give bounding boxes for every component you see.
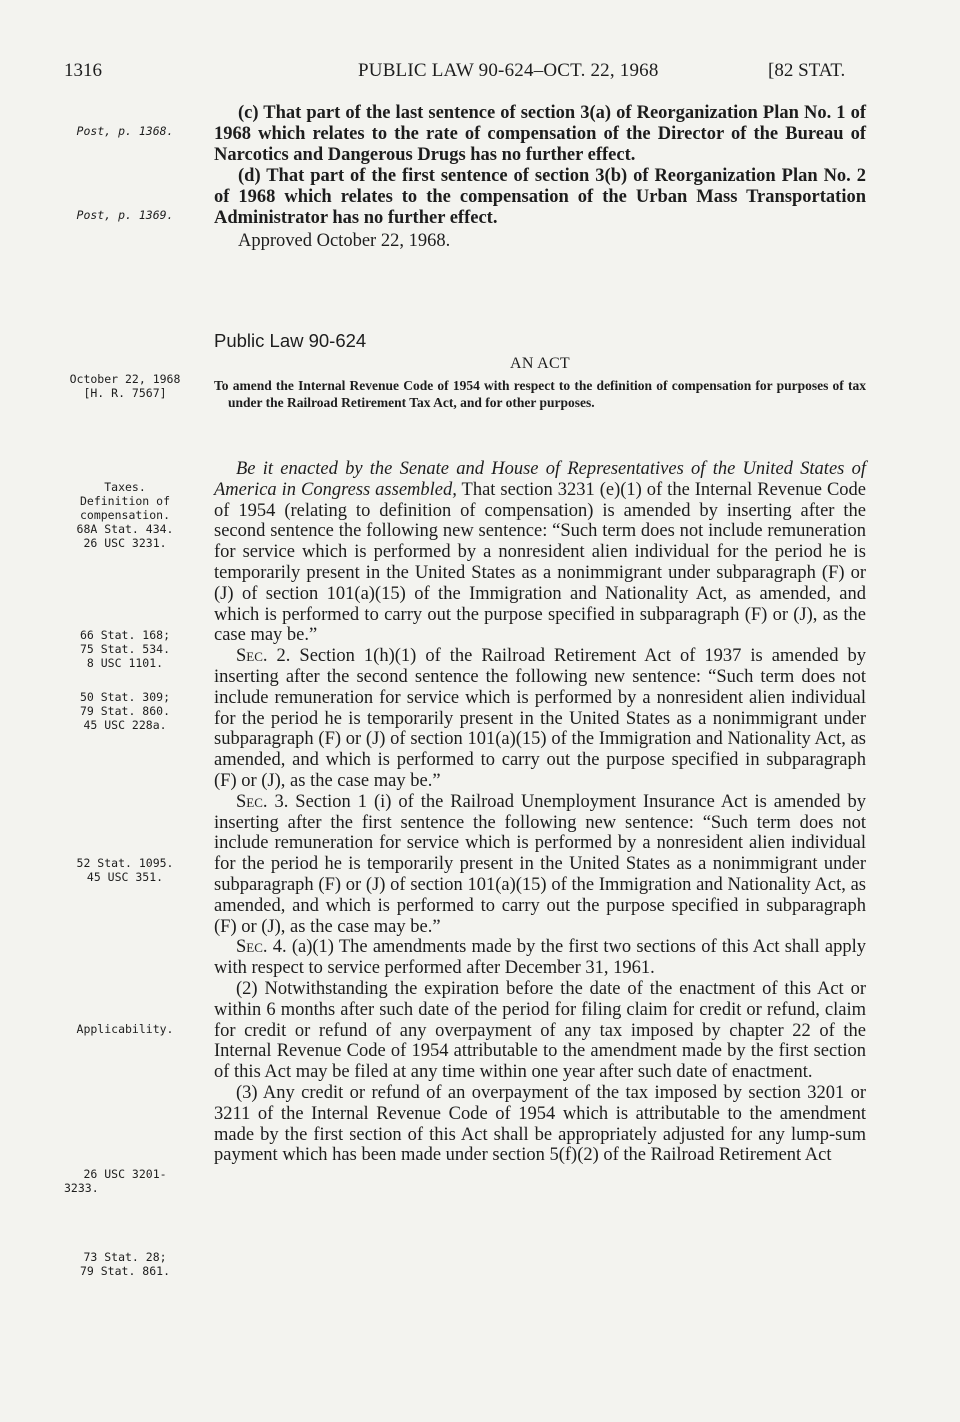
- margin-note-post-1369: Post, p. 1369.: [76, 208, 174, 222]
- act-description: To amend the Internal Revenue Code of 1954 with respect to the definition of compensation for purposes of tax under the Railroad Retirement Tax Act, and for other purposes.: [214, 378, 866, 410]
- margin-note-applicability: Applicability.: [76, 1022, 174, 1036]
- margin-note-post-1368: Post, p. 1368.: [76, 124, 174, 138]
- section-3: [214, 792, 866, 938]
- paragraph-c: (c) That part of the last sentence of section 3(a) of Reorganization Plan No. 1 of 1968 which relates to the rate of compensation of the Director of the Bureau of Narcotics and Dangerous Drugs has no further effect.: [214, 103, 866, 165]
- section-1: [214, 459, 866, 646]
- an-act-heading: AN ACT: [509, 355, 571, 372]
- page-header: [0, 60, 960, 84]
- section-2-label: Sec. 2.: [236, 646, 291, 667]
- section-4-a2: (2) Notwithstanding the expiration before the date of the enactment of this Act or within 6 months after such date of the period for filing claim for credit or refund, claim for credit or refund of any overpayment of any tax imposed by chapter 22 of the Internal Revenue Code of 1954 attributable to the amendment made by the first section of this Act may be filed at any time within one year after such date of enactment.: [214, 978, 866, 1083]
- enacting-clause: Be it enacted by the Senate and House of Representatives of the United States of America in Congress assembled,: [214, 459, 866, 500]
- statute-reference: [82 STAT.: [768, 60, 846, 81]
- margin-note-26-usc-3201: 26 USC 3201- 3233.: [64, 1167, 167, 1195]
- section-4-text: (a)(1) The amendments made by the first two sections of this Act shall apply with respect to service performed after December 31, 1961.: [214, 937, 866, 979]
- running-title: PUBLIC LAW 90-624–OCT. 22, 1968: [358, 60, 659, 81]
- margin-note-taxes: Taxes. Definition of compensation. 68A Stat. 434. 26 USC 3231.: [76, 480, 174, 550]
- section-1-text: That section 3231 (e)(1) of the Internal Revenue Code of 1954 (relating to definition of compensation) is amended by inserting after the second sentence the following new sentence: “Such term does not include remuneration for service which is performed by a nonresident alien individual for the period he is temporarily present in the United States as a nonimmigrant under subparagraph (F) or (J) of section 101(a)(15) of the Immigration and Nationality Act, as amended, and which is performed to carry out the purpose specified in subparagraph (F) or (J), as the case may be.”: [214, 479, 866, 646]
- page-number: 1316: [64, 60, 102, 81]
- margin-note-railroad-retirement: 50 Stat. 309; 79 Stat. 860. 45 USC 228a.: [79, 690, 170, 732]
- section-4-a3: (3) Any credit or refund of an overpayment of the tax imposed by section 3201 or 3211 of the Internal Revenue Code of 1954 which is attributable to the amendment made by the first section of this Act shall be appropriately adjusted for any lump-sum payment which has been made under section 5(f)(2) of the Railroad Retirement Act: [214, 1082, 866, 1166]
- approval-date: Approved October 22, 1968.: [238, 231, 451, 251]
- margin-note-73-stat: 73 Stat. 28; 79 Stat. 861.: [79, 1250, 170, 1278]
- section-3-label: Sec. 3.: [236, 791, 289, 812]
- act-header: [214, 330, 866, 411]
- prior-law-tail: [214, 103, 866, 252]
- margin-note-immigration: 66 Stat. 168; 75 Stat. 534. 8 USC 1101.: [79, 628, 170, 670]
- section-3-text: Section 1 (i) of the Railroad Unemployment Insurance Act is amended by inserting after the first sentence the following new sentence: “Such term does not include remuneration for service which is performed by a nonresident alien individual for the period he is temporarily present in the United States as a nonimmigrant under subparagraph (F) or (J) of section 101(a)(15) of the Immigration and Nationality Act, as amended, and which is performed to carry out the purpose specified in subparagraph (F) or (J), as the case may be.”: [214, 791, 866, 937]
- public-law-number: Public Law 90-624: [214, 330, 367, 351]
- act-body: [214, 459, 866, 1166]
- section-2: [214, 646, 866, 792]
- section-4-a1: [214, 937, 866, 979]
- section-2-text: Section 1(h)(1) of the Railroad Retirement Act of 1937 is amended by inserting after the second sentence the following new sentence: “Such term does not include remuneration for service which is performed by a nonresident alien individual for the period he is temporarily present in the United States as a nonimmigrant under subparagraph (F) or (J) of section 101(a)(15) of the Immigration and Nationality Act, as amended, and which is performed to carry out the purpose specified in subparagraph (F) or (J), as the case may be.”: [214, 646, 866, 791]
- paragraph-d: (d) That part of the first sentence of section 3(b) of Reorganization Plan No. 2 of 1968 which relates to the compensation of the Urban Mass Transportation Administrator has no further effect.: [214, 166, 866, 228]
- section-4-label: Sec. 4.: [236, 937, 287, 958]
- margin-note-date: October 22, 1968 [H. R. 7567]: [69, 372, 181, 400]
- margin-note-unemployment: 52 Stat. 1095. 45 USC 351.: [76, 856, 174, 884]
